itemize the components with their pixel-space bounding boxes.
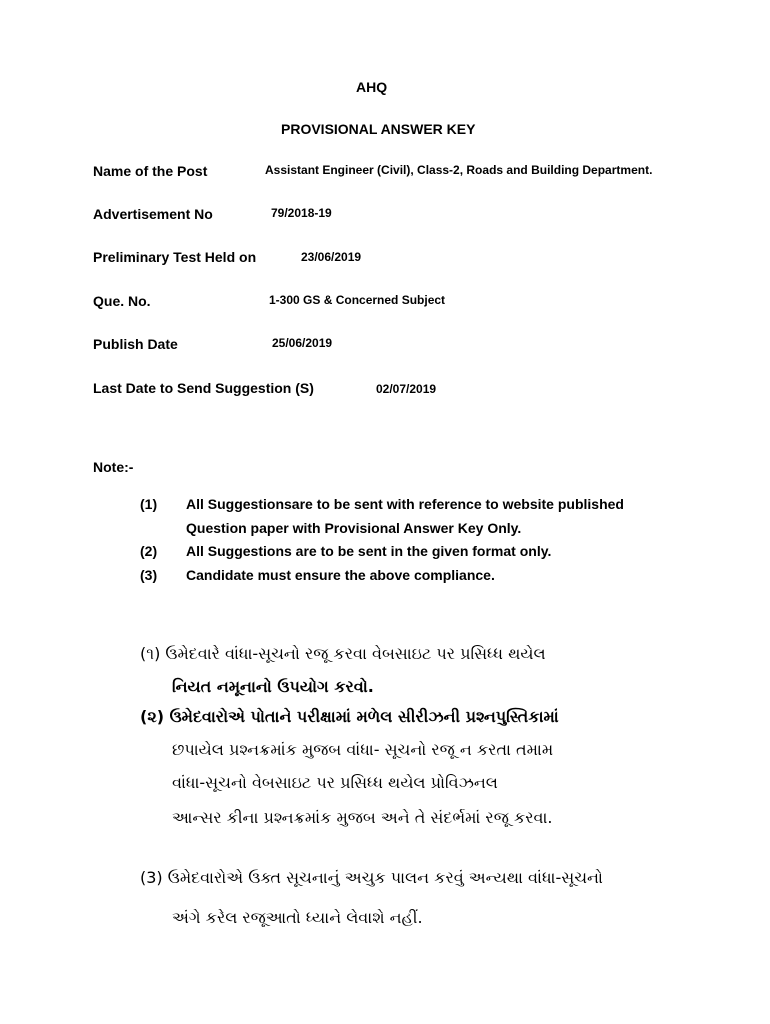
gujarati-instruction-2-line-2: છપાયેલ પ્રશ્નક્રમાંક મુજબ વાંધા- સૂચનો રજૂ ન કરતા તમામ — [172, 740, 554, 759]
org-heading: AHQ — [356, 79, 388, 95]
publish-date-label: Publish Date — [93, 336, 178, 352]
gujarati-instruction-2-line-3: વાંધા-સૂચનો વેબસાઇટ પર પ્રસિધ્ધ થયેલ પ્રોવિઝનલ — [172, 773, 498, 792]
note-item-text: Candidate must ensure the above compliance. — [186, 567, 495, 583]
note-item-number: (3) — [140, 567, 158, 583]
gujarati-instruction-3-line-1: (3) ઉમેદવારોએ ઉક્ત સૂચનાનું અચુક પાલન કરવું અન્યથા વાંધા-સૂચનો — [140, 868, 603, 887]
note-item-number: (1) — [140, 496, 158, 512]
gujarati-instruction-2-line-4: આન્સર કીના પ્રશ્નક્રમાંક મુજબ અને તે સંદર્ભમાં રજૂ કરવા. — [172, 808, 553, 827]
note-item-text: All Suggestions are to be sent in the given format only. — [186, 543, 552, 559]
test-date-value: 23/06/2019 — [301, 250, 362, 264]
gujarati-instruction-3-line-2: અંગે કરેલ રજૂઆતો ધ્યાને લેવાશે નહીં. — [172, 908, 423, 927]
advertisement-label: Advertisement No — [93, 206, 213, 222]
note-item-text: Question paper with Provisional Answer Key Only. — [186, 520, 522, 536]
test-date-label: Preliminary Test Held on — [93, 249, 257, 265]
note-item-number: (2) — [140, 543, 158, 559]
note-heading: Note:- — [93, 459, 134, 475]
post-value: Assistant Engineer (Civil), Class-2, Roads and Building Department. — [265, 163, 653, 177]
question-range-label: Que. No. — [93, 293, 151, 309]
publish-date-value: 25/06/2019 — [272, 336, 333, 350]
gujarati-instruction-1-line-1: (૧) ઉમેદવારે વાંધા-સૂચનો રજૂ કરવા વેબસાઇટ પર પ્રસિધ્ધ થયેલ — [140, 644, 546, 663]
post-label: Name of the Post — [93, 163, 208, 179]
last-date-value: 02/07/2019 — [376, 382, 437, 396]
gujarati-instruction-1-line-2: નિયત નમૂનાનો ઉપયોગ કરવો. — [172, 677, 374, 696]
last-date-label: Last Date to Send Suggestion (S) — [93, 380, 314, 396]
advertisement-value: 79/2018-19 — [271, 206, 332, 220]
gujarati-instruction-2-line-1: (૨) ઉમેદવારોએ પોતાને પરીક્ષામાં મળેલ સીરીઝની પ્રશ્નપુસ્તિકામાં — [140, 707, 559, 726]
doc-title: PROVISIONAL ANSWER KEY — [281, 121, 476, 137]
note-item-text: All Suggestionsare to be sent with reference to website published — [186, 496, 624, 512]
question-range-value: 1-300 GS & Concerned Subject — [269, 293, 446, 307]
